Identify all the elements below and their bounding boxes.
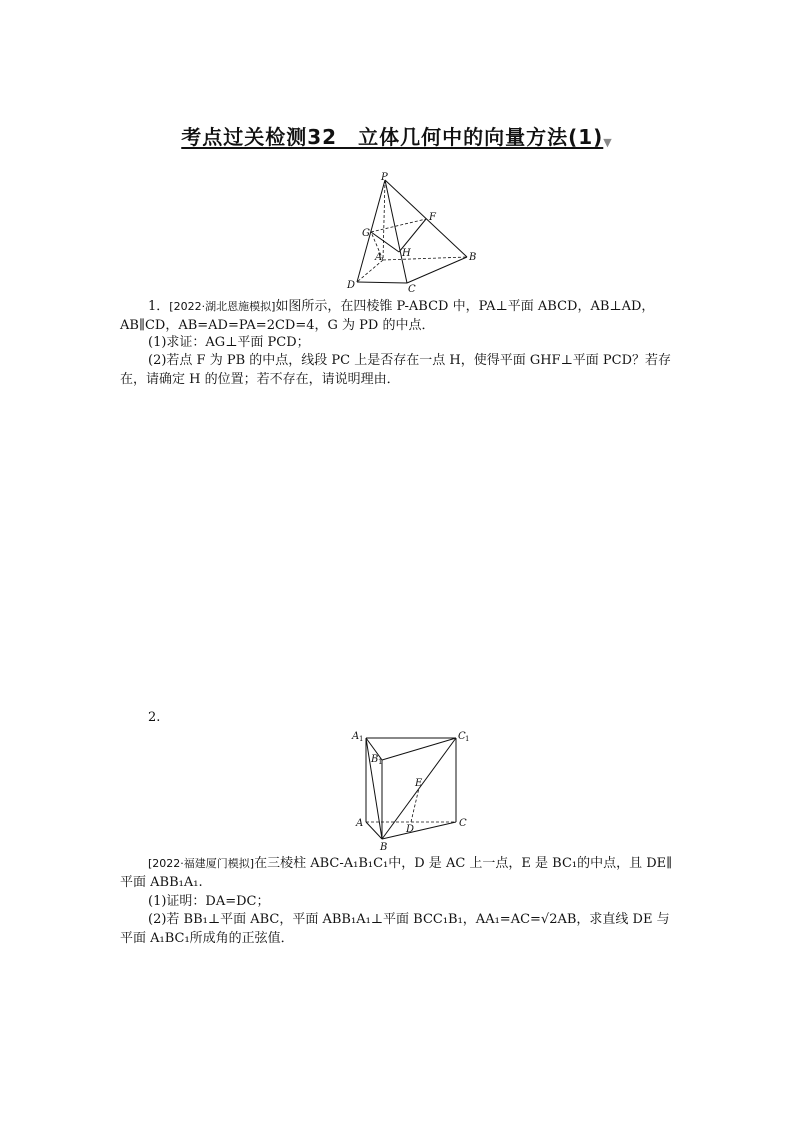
- problem2-q2: (2)若 BB₁⊥平面 ABC，平面 ABB₁A₁⊥平面 BCC₁B₁，AA₁=AC=√2AB，求直线 DE 与平面 A₁BC₁所成角的正弦值．: [120, 912, 670, 946]
- line-de: [411, 788, 419, 822]
- edge-pb: [385, 180, 467, 257]
- edge-pa: [383, 180, 385, 260]
- label-a: A: [356, 818, 364, 829]
- problem1-intro: [120, 297, 680, 335]
- label-a1: A: [352, 731, 360, 742]
- label-b: B: [469, 252, 477, 263]
- page-title: [0, 121, 794, 150]
- label-d: D: [406, 824, 415, 835]
- label-d: D: [347, 280, 356, 291]
- problem2-q1: (1)证明：DA=DC；: [148, 894, 270, 909]
- edge-pc: [385, 180, 407, 283]
- edge-cb: [407, 257, 467, 283]
- problem1-intro-text: 如图所示，在四棱锥 P-ABCD 中，PA⊥平面 ABCD，AB⊥AD，AB∥CD，AB=AD=PA=2CD=4，G 为 PD 的中点．: [120, 299, 655, 333]
- problem2-source: [2022·福建厦门模拟]: [148, 857, 255, 870]
- label-h: H: [402, 248, 411, 259]
- line-gf: [371, 219, 426, 232]
- figure-prism: [348, 726, 478, 852]
- label-f: F: [429, 212, 436, 223]
- dropdown-marker-icon[interactable]: ▼: [603, 136, 613, 149]
- label-c1-sub: 1: [465, 735, 470, 743]
- problem2-intro: [120, 854, 680, 892]
- label-a1-sub: 1: [359, 735, 364, 743]
- edge-b1c1: [382, 738, 456, 760]
- problem1-source: [2022·湖北恩施模拟]: [169, 300, 276, 313]
- edge-dc: [357, 282, 407, 283]
- title-text: 考点过关检测32 立体几何中的向量方法(1): [181, 125, 604, 149]
- label-b1-sub: 1: [378, 758, 383, 766]
- problem2-intro-text: 在三棱柱 ABC-A₁B₁C₁中，D 是 AC 上一点，E 是 BC₁的中点，且 DE∥平面 ABB₁A₁.: [120, 856, 673, 890]
- label-c: C: [459, 818, 467, 829]
- problem1-q1: (1)求证：AG⊥平面 PCD；: [148, 335, 310, 350]
- label-b: B: [380, 842, 388, 852]
- label-a: A: [375, 252, 383, 263]
- line-gh: [371, 232, 399, 252]
- edge-ab: [383, 257, 467, 260]
- label-c: C: [408, 284, 416, 295]
- label-e: E: [415, 778, 423, 789]
- label-c1: C: [458, 731, 466, 742]
- problem2-number: 2.: [148, 710, 161, 725]
- label-g: G: [362, 228, 370, 239]
- figure-pyramid: [335, 170, 485, 295]
- label-b1: B: [371, 754, 379, 765]
- problem1-q2: (2)若点 F 为 PB 的中点，线段 PC 上是否存在一点 H，使得平面 GHF⊥平面 PCD？若存在，请确定 H 的位置；若不存在，请说明理由．: [120, 353, 672, 387]
- label-p: P: [381, 172, 388, 183]
- problem1-number: 1．: [148, 299, 170, 314]
- edge-ad: [357, 260, 383, 282]
